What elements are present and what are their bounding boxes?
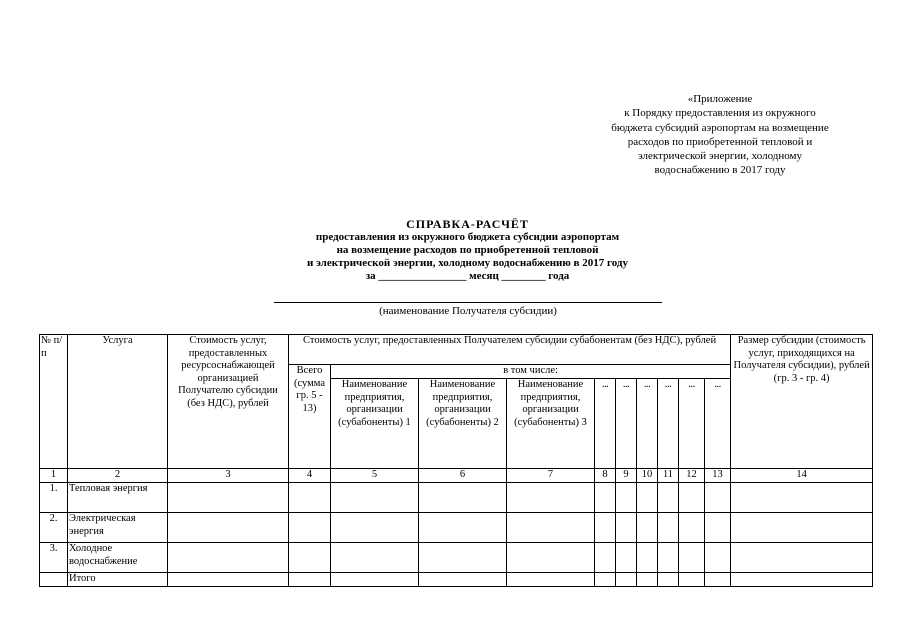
value-cell[interactable]: [658, 513, 679, 543]
column-number: 3: [168, 469, 289, 483]
appendix-line: водоснабжению в 2017 году: [654, 164, 786, 177]
heading-line: и электрической энергии, холодному водоснабжению в 2017 году: [307, 257, 628, 269]
value-cell[interactable]: [168, 573, 289, 587]
value-cell[interactable]: [731, 513, 873, 543]
value-cell[interactable]: [419, 483, 507, 513]
value-cell[interactable]: [679, 513, 705, 543]
header-subscriber-3: Наименование предприятия, организации (субабоненты) 3: [507, 379, 595, 469]
header-total: Всего (сумма гр. 5 - 13): [289, 365, 331, 469]
column-number: 10: [637, 469, 658, 483]
column-number: 2: [68, 469, 168, 483]
value-cell[interactable]: [168, 513, 289, 543]
value-cell[interactable]: [507, 543, 595, 573]
value-cell[interactable]: [679, 483, 705, 513]
period-line: за ________________ месяц ________ года: [365, 270, 570, 282]
row-number: 3.: [40, 543, 68, 573]
table-row: [40, 513, 873, 543]
value-cell[interactable]: [616, 543, 637, 573]
value-cell[interactable]: [658, 483, 679, 513]
header-ellipsis: ...: [616, 379, 637, 469]
column-number: 6: [419, 469, 507, 483]
header-ellipsis: ...: [637, 379, 658, 469]
heading-line: на возмещение расходов по приобретенной тепловой: [336, 244, 599, 256]
header-ellipsis: ...: [705, 379, 731, 469]
value-cell[interactable]: [616, 513, 637, 543]
total-label: Итого: [68, 573, 168, 587]
value-cell[interactable]: [289, 483, 331, 513]
value-cell[interactable]: [658, 573, 679, 587]
header-ellipsis: ...: [679, 379, 705, 469]
value-cell[interactable]: [705, 543, 731, 573]
header-subsidy-amount: Размер субсидии (стоимость услуг, приходящихся на Получателя субсидии), рублей (гр. 3 - гр. 4): [731, 335, 873, 469]
value-cell[interactable]: [616, 573, 637, 587]
value-cell[interactable]: [331, 513, 419, 543]
column-number: 8: [595, 469, 616, 483]
value-cell[interactable]: [595, 513, 616, 543]
appendix-line: «Приложение: [687, 93, 753, 105]
value-cell[interactable]: [595, 483, 616, 513]
recipient-caption: (наименование Получателя субсидии): [379, 305, 557, 317]
column-number: 13: [705, 469, 731, 483]
table-row: [40, 543, 873, 573]
row-number: 1.: [40, 483, 68, 513]
value-cell[interactable]: [289, 543, 331, 573]
value-cell[interactable]: [731, 483, 873, 513]
header-supplier-cost: Стоимость услуг, предоставленных ресурсоснабжающей организацией Получателю субсидии (без НДС), рублей: [168, 335, 289, 469]
value-cell[interactable]: [705, 483, 731, 513]
appendix-note: [585, 92, 855, 178]
column-number: 14: [731, 469, 873, 483]
column-number-row: [40, 469, 873, 483]
row-number: [40, 573, 68, 587]
value-cell[interactable]: [168, 483, 289, 513]
value-cell[interactable]: [419, 513, 507, 543]
value-cell[interactable]: [331, 483, 419, 513]
table-row: [40, 483, 873, 513]
value-cell[interactable]: [507, 513, 595, 543]
header-service: Услуга: [68, 335, 168, 469]
subsidy-table: [39, 334, 873, 587]
value-cell[interactable]: [679, 573, 705, 587]
header-subscriber-1: Наименование предприятия, организации (субабоненты) 1: [331, 379, 419, 469]
appendix-line: электрической энергии, холодному: [637, 150, 803, 163]
value-cell[interactable]: [507, 483, 595, 513]
value-cell[interactable]: [616, 483, 637, 513]
document-title: СПРАВКА-РАСЧЁТ: [406, 217, 529, 231]
value-cell[interactable]: [507, 573, 595, 587]
value-cell[interactable]: [289, 573, 331, 587]
value-cell[interactable]: [637, 543, 658, 573]
header-row-number: № п/п: [40, 335, 68, 469]
row-number: 2.: [40, 513, 68, 543]
value-cell[interactable]: [168, 543, 289, 573]
column-number: 1: [40, 469, 68, 483]
value-cell[interactable]: [705, 573, 731, 587]
value-cell[interactable]: [331, 573, 419, 587]
header-ellipsis: ...: [658, 379, 679, 469]
header-including: в том числе:: [331, 365, 731, 379]
value-cell[interactable]: [419, 573, 507, 587]
value-cell[interactable]: [595, 573, 616, 587]
heading-line: предоставления из окружного бюджета субсидии аэропортам: [315, 231, 620, 243]
header-subscriber-cost: Стоимость услуг, предоставленных Получателем субсидии субабонентам (без НДС), рублей: [289, 335, 731, 365]
total-row: [40, 573, 873, 587]
column-number: 11: [658, 469, 679, 483]
service-name: Холодное водоснабжение: [68, 543, 168, 573]
column-number: 12: [679, 469, 705, 483]
service-name: Тепловая энергия: [68, 483, 168, 513]
value-cell[interactable]: [637, 483, 658, 513]
value-cell[interactable]: [331, 543, 419, 573]
recipient-name-line: [274, 302, 662, 303]
value-cell[interactable]: [731, 543, 873, 573]
service-name: Электрическая энергия: [68, 513, 168, 543]
value-cell[interactable]: [679, 543, 705, 573]
header-subscriber-2: Наименование предприятия, организации (субабоненты) 2: [419, 379, 507, 469]
document-heading: [240, 218, 695, 283]
column-number: 9: [616, 469, 637, 483]
header-ellipsis: ...: [595, 379, 616, 469]
appendix-line: бюджета субсидий аэропортам на возмещение: [611, 121, 829, 134]
value-cell[interactable]: [658, 543, 679, 573]
value-cell[interactable]: [419, 543, 507, 573]
value-cell[interactable]: [289, 513, 331, 543]
value-cell[interactable]: [637, 573, 658, 587]
value-cell[interactable]: [595, 543, 616, 573]
column-number: 5: [331, 469, 419, 483]
column-number: 7: [507, 469, 595, 483]
value-cell[interactable]: [637, 513, 658, 543]
value-cell[interactable]: [731, 573, 873, 587]
appendix-line: к Порядку предоставления из окружного: [624, 107, 816, 120]
value-cell[interactable]: [705, 513, 731, 543]
appendix-line: расходов по приобретенной тепловой и: [627, 135, 813, 148]
column-number: 4: [289, 469, 331, 483]
